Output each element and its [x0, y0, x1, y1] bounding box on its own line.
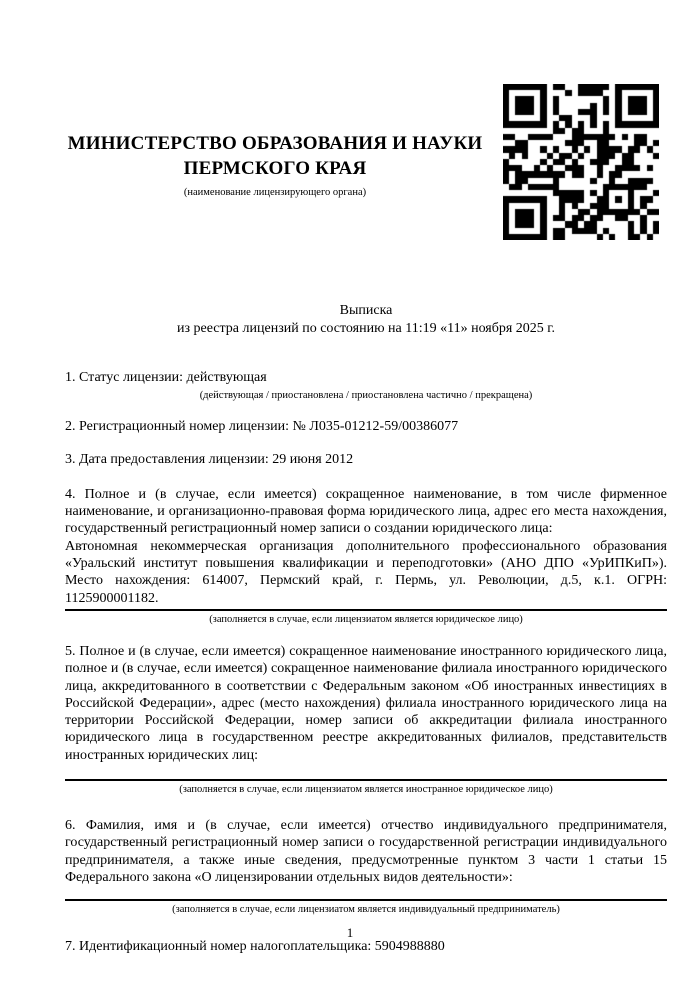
item-5-foreign-entity-question: 5. Полное и (в случае, если имеется) сокращенное наименование иностранного юридического лица, полное и (в случае, если имеется) сокращенное наименование филиала иностранного юридического лица, аккредитованного в соответствии с Федеральным законом «Об иностранных инвестициях в Российской Федерации», адрес (место нахождения) филиала иностранного юридического лица на территории Российской Федерации, номер записи об аккредитации филиала иностранного юридического лица в государственном реестре аккредитованных филиалов, представительств иностранных юридических лиц:: [65, 643, 667, 763]
item-2-registration-number: 2. Регистрационный номер лицензии: № Л035-01212-59/00386077: [65, 419, 459, 435]
item-1-status-options-caption: (действующая / приостановлена / приостановлена частично / прекращена): [199, 390, 533, 402]
item-4-fill-line: [65, 609, 667, 611]
ministry-name-line1: МИНИСТЕРСТВО ОБРАЗОВАНИЯ И НАУКИ: [67, 133, 483, 154]
item-4-caption: (заполняется в случае, если лицензиатом является юридическое лицо): [209, 613, 523, 625]
item-3-grant-date: 3. Дата предоставления лицензии: 29 июня 2012: [65, 451, 354, 467]
item-5-caption: (заполняется в случае, если лицензиатом является иностранное юридическое лицо): [179, 784, 553, 796]
item-6-fill-line: [65, 899, 667, 901]
item-7-taxpayer-id: 7. Идентификационный номер налогоплательщика: 5904988880: [65, 939, 445, 955]
item-4-legal-entity-answer: Автономная некоммерческая организация дополнительного профессионального образования «Уральский институт повышения квалификации и переподготовки» (АНО ДПО «УрИПКиП»). Место нахождения: 614007, Пермский край, г. Пермь, ул. Революции, д.5, к.1. ОГРН: 1125900001182.: [65, 538, 667, 606]
licensing-authority-header: [58, 131, 492, 199]
item-6-entrepreneur-question: 6. Фамилия, имя и (в случае, если имеется) отчество индивидуального предпринимателя, государственный регистрационный номер записи о государственной регистрации индивидуального предпринимателя, а также иные сведения, предусмотренные пунктом 3 части 1 статьи 15 Федерального закона «О лицензировании отдельных видов деятельности»:: [65, 818, 667, 885]
item-4-legal-entity-question: 4. Полное и (в случае, если имеется) сокращенное наименование, в том числе фирменное наименование, и организационно-правовая форма юридического лица, адрес его места нахождения, государственный регистрационный номер записи о создании юридического лица:: [65, 486, 667, 537]
item-1-license-status: 1. Статус лицензии: действующая: [65, 370, 267, 385]
ministry-name-line2: ПЕРМСКОГО КРАЯ: [183, 158, 367, 179]
qr-code: [503, 84, 659, 240]
item-6-caption: (заполняется в случае, если лицензиатом является индивидуальный предприниматель): [172, 904, 560, 916]
ministry-caption: (наименование лицензирующего органа): [183, 187, 367, 198]
page-number: 1: [346, 925, 354, 940]
title-line2: из реестра лицензий по состоянию на 11:19 «11» ноября 2025 г.: [177, 321, 555, 336]
item-5-fill-line: [65, 779, 667, 781]
title-line1: Выписка: [339, 303, 393, 318]
